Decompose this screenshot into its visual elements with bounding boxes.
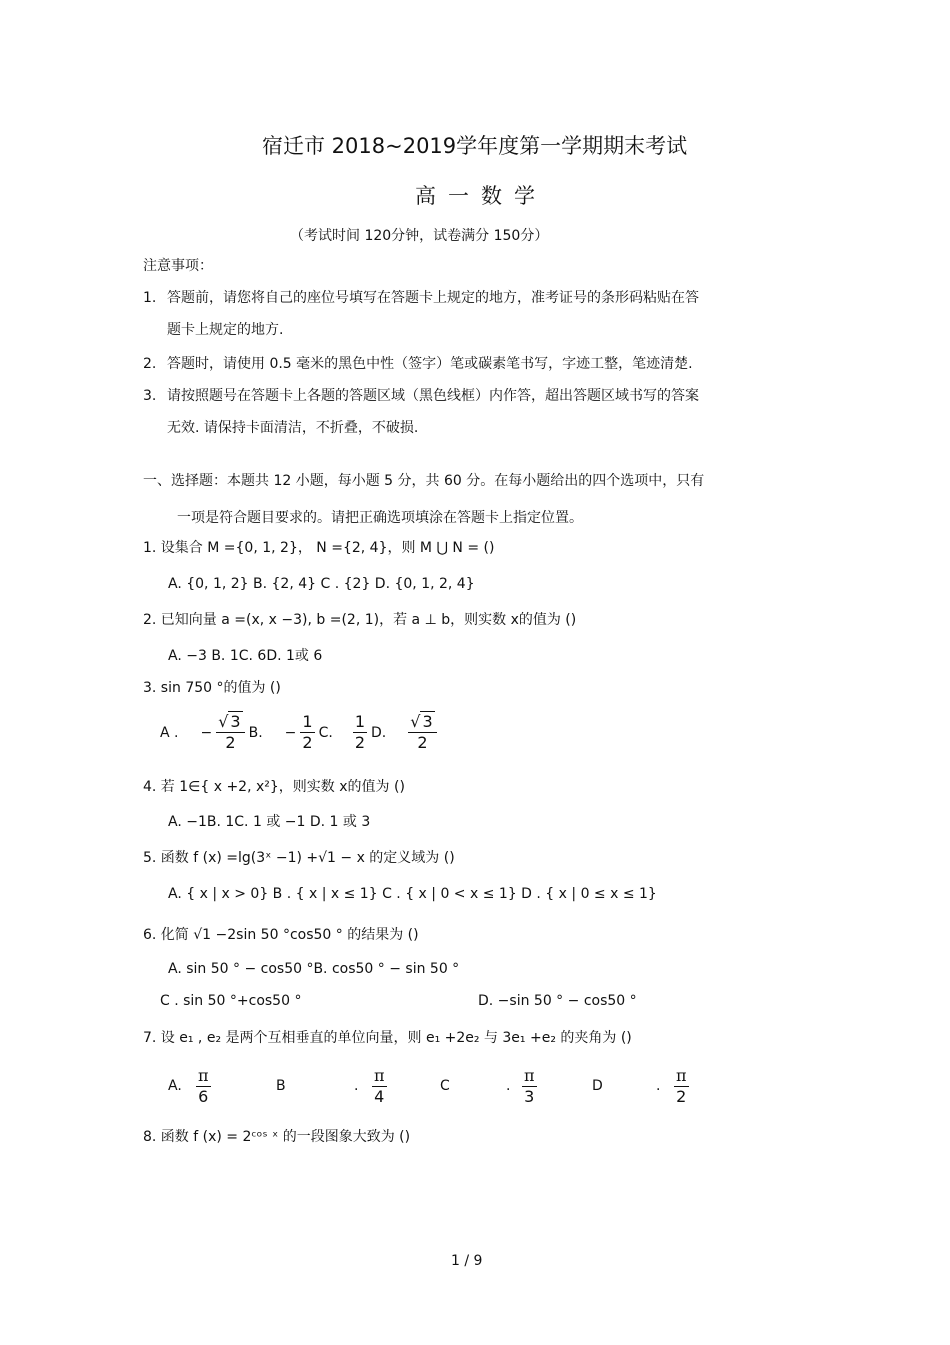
q7-b-fraction xyxy=(372,1066,387,1107)
question-1-stem: 1. 设集合 M ={0, 1, 2}， N ={2, 4}，则 M ⋃ N = () xyxy=(143,540,495,556)
q7-dot-b: . xyxy=(354,1078,359,1094)
q7-a-fraction xyxy=(196,1066,211,1107)
question-2-options: A. −3 B. 1C. 6D. 1或 6 xyxy=(168,648,323,664)
q3-b-fraction xyxy=(300,712,314,753)
q3-d-fraction: $\frac{√ 3}{2}$ xyxy=(408,712,436,753)
q3-c-den: 2 xyxy=(354,733,366,752)
note-3-line2: 无效. 请保持卡面清洁，不折叠，不破损. xyxy=(167,420,419,436)
exam-info: （考试时间 120分钟，试卷满分 150分） xyxy=(290,228,549,244)
question-3-stem: 3. sin 750 °的值为 () xyxy=(143,680,281,696)
q3-label-c: C. xyxy=(318,724,333,741)
question-4-options: A. −1B. 1C. 1 或 −1 D. 1 或 3 xyxy=(168,814,371,830)
question-2-stem: 2. 已知向量 a =(x, x −3), b =(2, 1)，若 a ⊥ b，则实数 x的值为 () xyxy=(143,612,577,628)
q3-d-den: 2 xyxy=(417,733,428,752)
note-1-line1: 答题前，请您将自己的座位号填写在答题卡上规定的地方，准考证号的条形码粘贴在答 xyxy=(167,290,699,306)
q3-b-sign: − xyxy=(284,724,297,741)
q7-label-c: C xyxy=(440,1078,450,1094)
q3-b-num: 1 xyxy=(302,712,313,731)
note-1-number: 1. xyxy=(143,290,157,306)
question-5-options: A. { x | x > 0} B . { x | x ≤ 1} C . { x | 0 < x ≤ 1} D . { x | 0 ≤ x ≤ 1} xyxy=(168,886,657,902)
section-1-line2: 一项是符合题目要求的。请把正确选项填涂在答题卡上指定位置。 xyxy=(177,510,583,526)
question-6-stem: 6. 化简 √1 −2sin 50 °cos50 ° 的结果为 () xyxy=(143,927,419,943)
q3-c-fraction xyxy=(353,712,367,753)
question-6-option-d: D. −sin 50 ° − cos50 ° xyxy=(478,993,637,1009)
q3-a-sqrt: 3 xyxy=(230,712,241,731)
q7-c-den: 3 xyxy=(524,1087,535,1106)
exam-title: 宿迁市 2018~2019学年度第一学期期末考试 xyxy=(262,134,688,158)
q7-label-a: A. xyxy=(168,1078,182,1094)
q3-label-a: A . xyxy=(160,724,179,741)
note-3-line1: 请按照题号在答题卡上各题的答题区域（黑色线框）内作答，超出答题区域书写的答案 xyxy=(167,388,699,404)
note-3-number: 3. xyxy=(143,388,157,404)
q3-c-num: 1 xyxy=(354,712,366,731)
question-7-stem: 7. 设 e₁ , e₂ 是两个互相垂直的单位向量，则 e₁ +2e₂ 与 3e₁ +e₂ 的夹角为 () xyxy=(143,1030,632,1046)
question-4-stem: 4. 若 1∈{ x +2, x²}，则实数 x的值为 () xyxy=(143,779,405,795)
question-3-options xyxy=(160,712,437,753)
q3-a-sign: − xyxy=(200,724,213,741)
q7-c-num: π xyxy=(524,1066,535,1085)
q7-dot-d: . xyxy=(656,1078,661,1094)
q7-label-b: B xyxy=(276,1078,286,1094)
q7-b-den: 4 xyxy=(374,1087,385,1106)
question-8-stem: 8. 函数 f (x) = 2ᶜᵒˢ ˣ 的一段图象大致为 () xyxy=(143,1129,411,1145)
q3-a-fraction: $\frac{√ 3}{2}$ xyxy=(216,712,244,753)
q7-a-num: π xyxy=(198,1066,209,1085)
page-number: 1 / 9 xyxy=(451,1253,483,1269)
q7-d-fraction xyxy=(674,1066,689,1107)
question-6-option-c: C . sin 50 °+cos50 ° xyxy=(160,993,302,1009)
question-6-options-ab: A. sin 50 ° − cos50 °B. cos50 ° − sin 50 ° xyxy=(168,961,460,977)
q3-b-den: 2 xyxy=(302,733,313,752)
q7-c-fraction xyxy=(522,1066,537,1107)
q3-label-d: D. xyxy=(371,724,387,741)
q3-a-den: 2 xyxy=(225,733,236,752)
question-5-stem: 5. 函数 f (x) =lg(3ˣ −1) +√1 − x 的定义域为 () xyxy=(143,850,455,866)
note-2-line1: 答题时，请使用 0.5 毫米的黑色中性（签字）笔或碳素笔书写，字迹工整，笔迹清楚. xyxy=(167,356,693,372)
note-2-number: 2. xyxy=(143,356,157,372)
note-1-line2: 题卡上规定的地方. xyxy=(167,322,284,338)
q7-dot-c: . xyxy=(506,1078,511,1094)
q7-a-den: 6 xyxy=(198,1087,209,1106)
section-1-line1: 一、选择题：本题共 12 小题，每小题 5 分，共 60 分。在每小题给出的四个选项中，只有 xyxy=(143,473,705,489)
q7-d-den: 2 xyxy=(676,1087,687,1106)
q3-d-sqrt: 3 xyxy=(422,712,433,731)
q7-d-num: π xyxy=(676,1066,687,1085)
question-7-options xyxy=(168,1066,728,1114)
q7-b-num: π xyxy=(374,1066,385,1085)
question-1-options: A. {0, 1, 2} B. {2, 4} C . {2} D. {0, 1, 2, 4} xyxy=(168,576,475,592)
q7-label-d: D xyxy=(592,1078,603,1094)
subject-title: 高一数学 xyxy=(415,184,547,208)
notes-heading: 注意事项： xyxy=(143,258,213,274)
q3-label-b: B. xyxy=(248,724,263,741)
